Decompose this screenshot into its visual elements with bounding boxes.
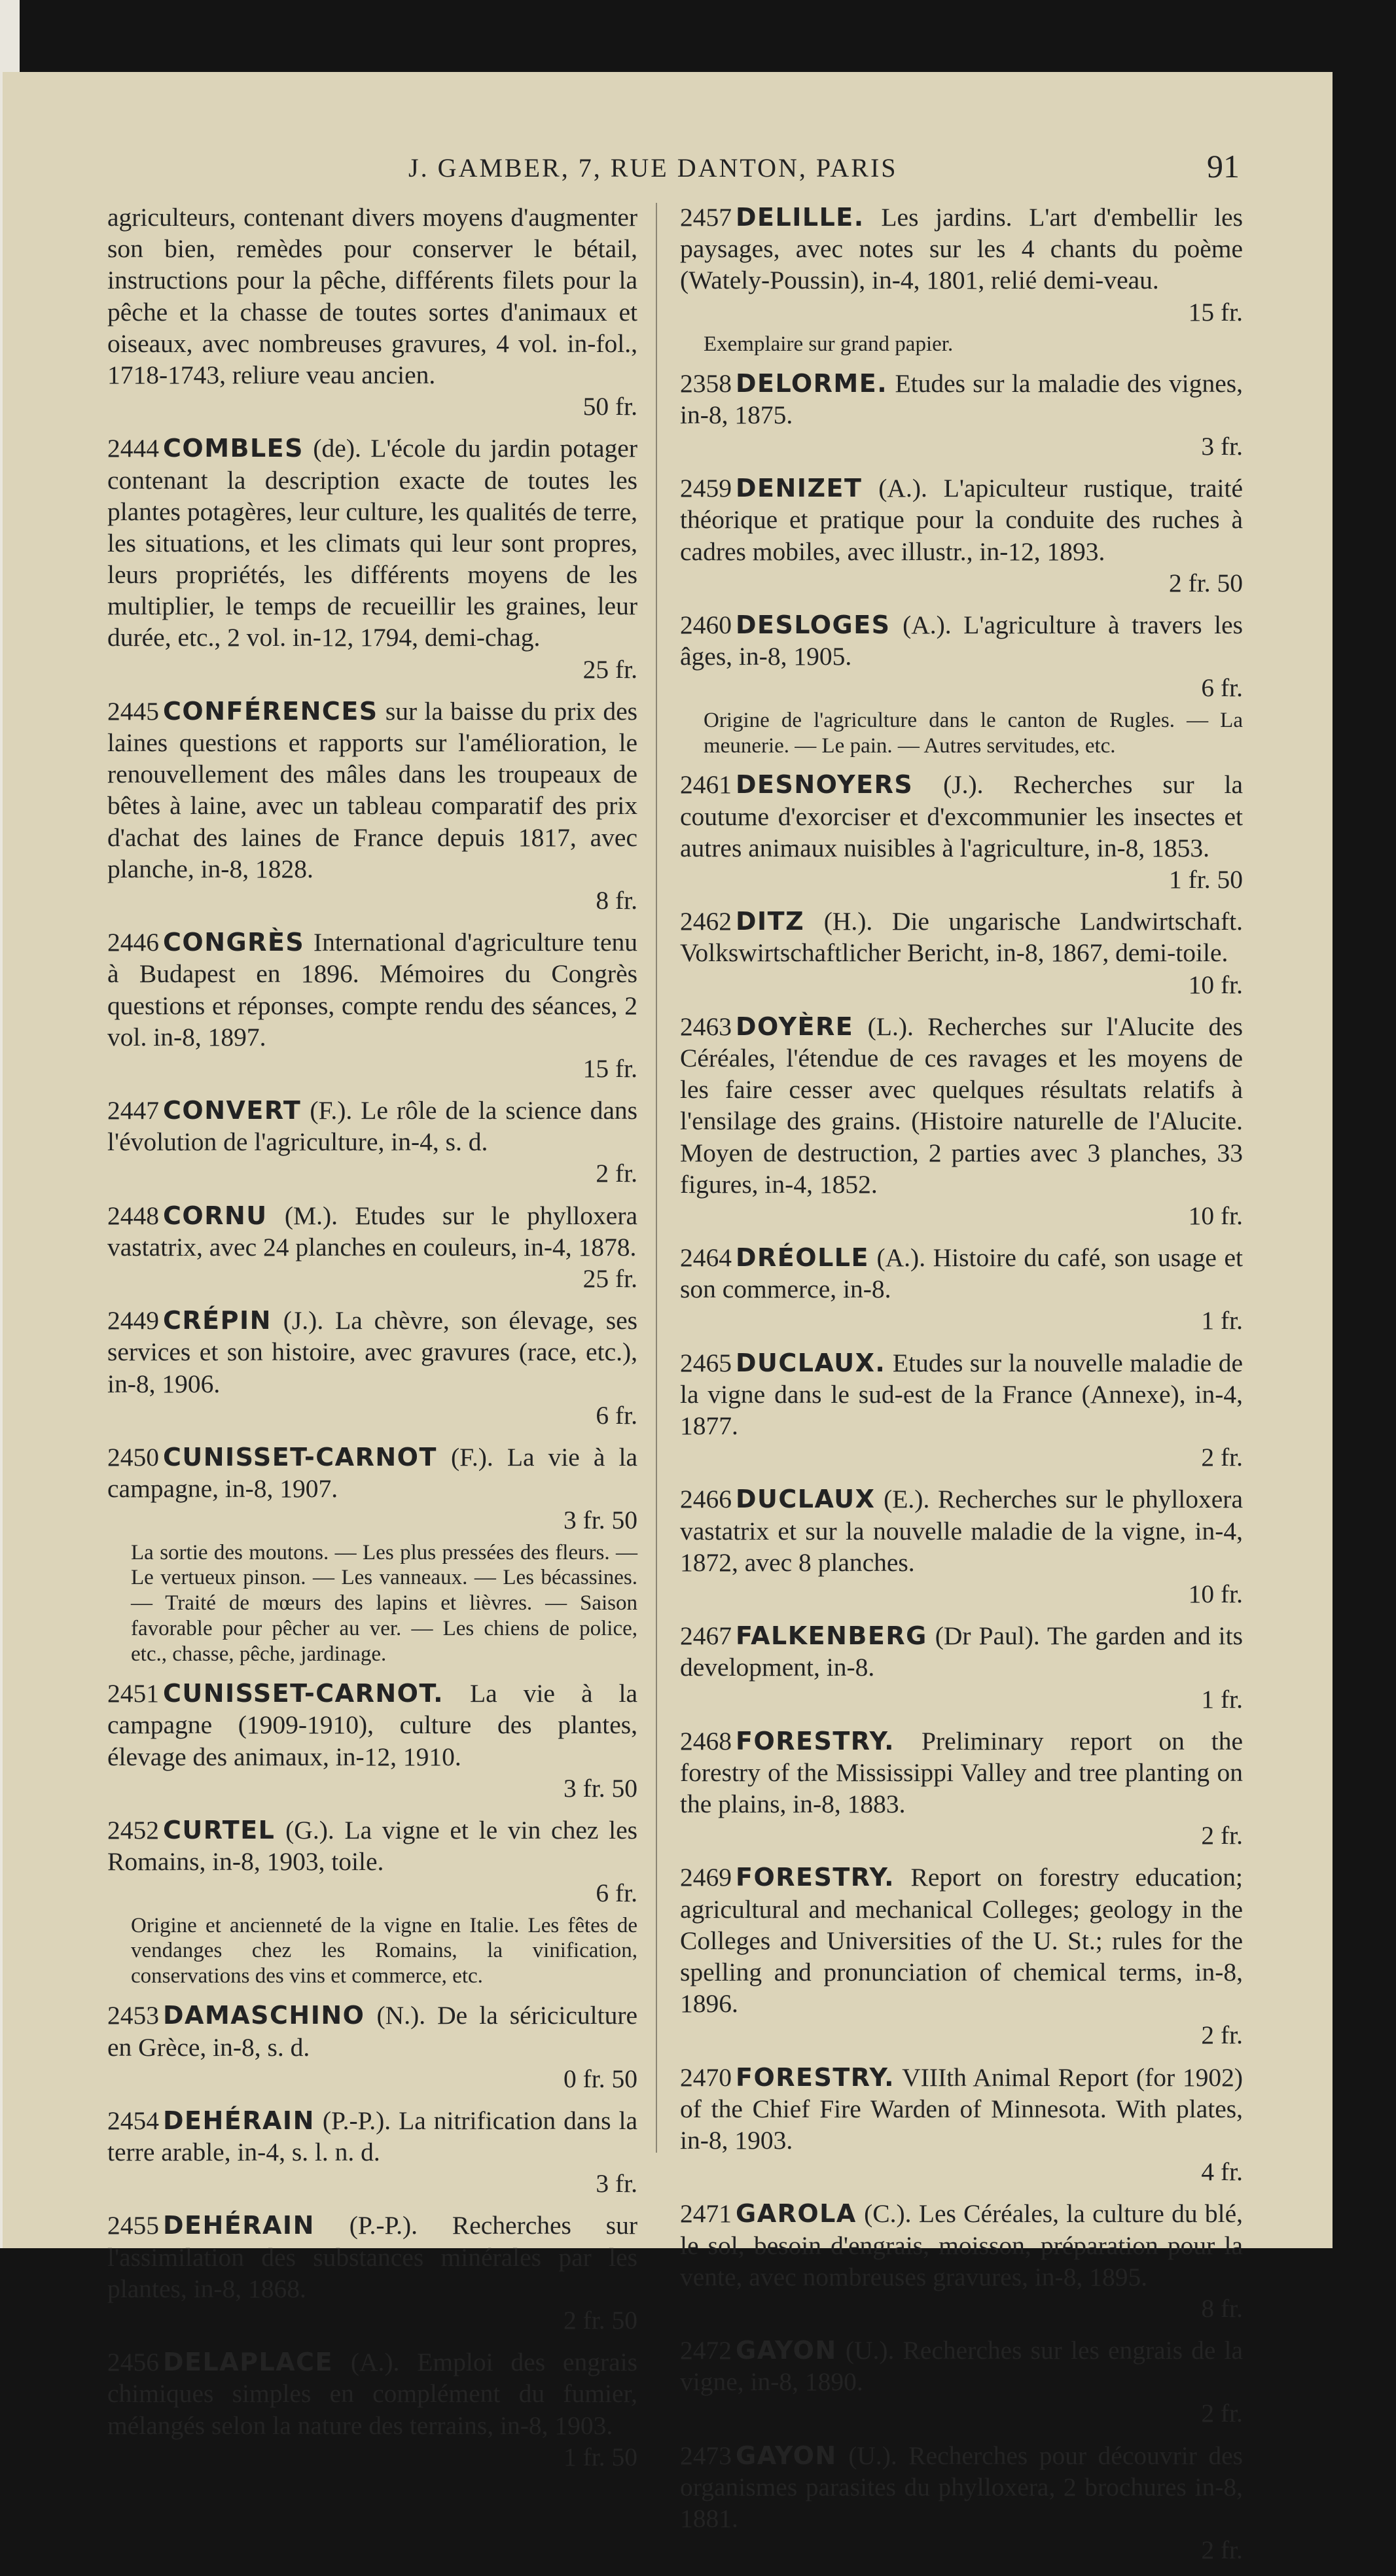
entry-number: 2461 [680, 770, 732, 800]
entry-body [107, 1814, 637, 1909]
catalog-entry [107, 202, 637, 422]
entry-note: Origine de l'agriculture dans le canton de Rugles. — La meunerie. — Le pain. — Autres servitudes, etc. [704, 708, 1243, 758]
catalog-entry [680, 609, 1243, 758]
catalog-entry [680, 472, 1243, 599]
entry-author: CUNISSET-CARNOT. [163, 1679, 444, 1708]
entry-author: CRÉPIN [163, 1306, 272, 1335]
entry-number: 2467 [680, 1621, 732, 1651]
catalog-entry [680, 2062, 1243, 2188]
entry-author: FALKENBERG [736, 1621, 927, 1651]
entry-price: 15 fr. [1188, 297, 1243, 326]
entry-body [680, 202, 1243, 328]
entry-author: CORNU [163, 1201, 268, 1230]
right-column [680, 202, 1243, 2576]
entry-author: FORESTRY. [736, 1726, 895, 1756]
entry-text: (J.). La chèvre, son élevage, ses services et son histoire, avec gravures (race, etc.), in-8, 1906. [107, 1306, 637, 1398]
catalog-entry [107, 2210, 637, 2336]
entry-text: (U.). Recherches sur les engrais de la vigne, in-8, 1890. [680, 2336, 1243, 2397]
entry-price: 0 fr. 50 [563, 2064, 637, 2093]
catalog-entry [107, 1095, 637, 1190]
entry-number: 2453 [107, 2001, 159, 2030]
entry-author: CURTEL [163, 1815, 276, 1844]
entry-body [680, 1011, 1243, 1231]
entry-text: (G.). La vigne et le vin chez les Romains, in-8, 1903, toile. [107, 1815, 638, 1877]
entry-price: 3 fr. 50 [563, 1506, 637, 1535]
page-header [3, 147, 1333, 186]
entry-number: 2451 [107, 1679, 159, 1708]
entry-price: 1 fr. 50 [563, 2442, 637, 2471]
entry-body [680, 368, 1243, 463]
catalog-entry [680, 202, 1243, 357]
entry-text: (H.). Die ungarische Landwirtschaft. Volkswirtschaftlicher Bericht, in-8, 1867, demi-toile. [680, 907, 1243, 968]
entry-body [680, 1242, 1243, 1337]
catalog-entry [107, 696, 637, 916]
running-header: J. GAMBER, 7, RUE DANTON, PARIS [408, 153, 898, 183]
entry-price: 2 fr. [1201, 2399, 1243, 2428]
entry-price: 2 fr. 50 [1168, 568, 1243, 597]
entry-text: VIIIth Animal Report (for 1902) of the Chief Fire Warden of Minnesota. With plates, in-8, 1903. [680, 2062, 1243, 2155]
entry-price: 50 fr. [582, 392, 637, 421]
catalog-entry [107, 1200, 637, 1295]
entry-price: 1 fr. 50 [1168, 865, 1243, 894]
entry-price: 10 fr. [1188, 1579, 1243, 1608]
entry-author: DEHÉRAIN [163, 2106, 315, 2135]
catalog-entry [107, 926, 637, 1084]
entry-price: 4 fr. [1201, 2157, 1243, 2187]
catalog-page [3, 72, 1333, 2565]
entry-author: DUCLAUX [736, 1485, 876, 1514]
entry-number: 2459 [680, 474, 732, 503]
entry-author: DAMASCHINO [163, 2001, 365, 2030]
entry-body [680, 2198, 1243, 2324]
entry-price: 2 fr. [596, 1159, 637, 1188]
catalog-entry [680, 368, 1243, 463]
entry-author: CUNISSET-CARNOT [163, 1442, 437, 1472]
entry-text: sur la baisse du prix des laines questions et rapports sur l'amélioration, le renouvellement des mâles dans les troupeaux de bêtes à laine, avec un tableau comparatif des prix d'achat des laines de France depuis 1817, avec planche, in-8, 1828. [107, 696, 637, 883]
entry-number: 2460 [680, 610, 732, 639]
catalog-entry [680, 2440, 1243, 2566]
entry-number: 2471 [680, 2199, 732, 2229]
entry-text: (C.). Les Céréales, la culture du blé, le sol, besoin d'engrais, moisson, préparation pour la vente, avec nombreuses gravures, in-8, 1895. [680, 2199, 1244, 2291]
entry-number: 2455 [107, 2211, 159, 2240]
entry-author: DEHÉRAIN [163, 2211, 315, 2240]
column-divider [656, 203, 657, 2153]
entry-number: 2472 [680, 2336, 732, 2365]
entry-author: CONFÉRENCES [163, 696, 378, 726]
entry-number: 2473 [680, 2441, 732, 2470]
catalog-entry [107, 1441, 637, 1667]
entry-body [107, 1441, 637, 1536]
catalog-entry [680, 1725, 1243, 1852]
entry-text: agriculteurs, contenant divers moyens d'augmenter son bien, remèdes pour conserver le bétail, instructions pour la pêche, différents filets pour la pêche et la chasse de toutes sortes d'animaux et oiseaux, avec nombreuses gravures, 4 vol. in-fol., 1718-1743, reliure veau ancien. [107, 203, 637, 389]
entry-price: 6 fr. [1201, 673, 1243, 703]
entry-text: (U.). Recherches pour découvrir des organismes parasites du phylloxera, 2 brochures in-8, 1881. [680, 2441, 1243, 2533]
entry-text: (A.). L'agriculture à travers les âges, in-8, 1905. [680, 610, 1243, 671]
catalog-entry [680, 769, 1243, 895]
entry-number: 2457 [680, 203, 732, 232]
entry-text: Etudes sur la nouvelle maladie de la vigne dans le sud-est de la France (Annexe), in-4, 1877. [680, 1348, 1244, 1440]
entry-text: International d'agriculture tenu à Budapest en 1896. Mémoires du Congrès questions et réponses, compte rendu des séances, 2 vol. in-8, 1897. [107, 928, 637, 1051]
entry-text: Report on forestry education; agricultural and mechanical Colleges; geology in the Colleges and Universities of the U. St.; rules for the spelling and pronunciation of chemical terms, in-8, 1896. [680, 1863, 1243, 2019]
entry-price: 3 fr. [1201, 432, 1243, 461]
entry-body [680, 2440, 1243, 2566]
entry-text: (Dr Paul). The garden and its development, in-8. [680, 1621, 1244, 1682]
entry-text: (L.). Recherches sur l'Alucite des Céréales, l'étendue de ces ravages et les moyens de les faire cesser avec quelques résultats relatifs à l'ensilage des grains. (Histoire naturelle de l'Alucite. Moyen de destruction, 2 parties avec 3 planches, 33 figures, in-4, 1852. [680, 1012, 1243, 1199]
entry-body [107, 2105, 637, 2200]
entry-body [680, 1725, 1243, 1852]
entry-author: CONVERT [163, 1096, 302, 1125]
entry-author: DESLOGES [736, 610, 891, 639]
entry-text: (E.). Recherches sur le phylloxera vastatrix et sur la nouvelle maladie de la vigne, in-4, 1872, avec 8 planches. [680, 1485, 1243, 1577]
entry-body [107, 1200, 637, 1295]
catalog-entry [107, 432, 637, 685]
catalog-entry [680, 1620, 1243, 1715]
entry-author: DUCLAUX. [736, 1348, 886, 1377]
entry-number: 2452 [107, 1815, 159, 1844]
entry-author: DELAPLACE [163, 2348, 333, 2377]
entry-author: DESNOYERS [736, 770, 914, 800]
entry-text: Les jardins. L'art d'embellir les paysages, avec notes sur les 4 chants du poème (Wately-Poussin), in-4, 1801, relié demi-veau. [680, 203, 1244, 295]
entry-body [680, 2062, 1243, 2188]
entry-text: (P.-P.). La nitrification dans la terre arable, in-4, s. l. n. d. [107, 2106, 637, 2167]
catalog-entry [107, 2346, 637, 2473]
page-number: 91 [1207, 148, 1240, 185]
entry-author: CONGRÈS [163, 928, 305, 957]
entry-price: 25 fr. [582, 654, 637, 684]
entry-note: Origine et ancienneté de la vigne en Italie. Les fêtes de vendanges chez les Romains, la vinification, conservations des vins et commerce, etc. [131, 1913, 637, 1988]
entry-author: DELILLE. [736, 203, 865, 232]
entry-body [680, 769, 1243, 895]
entry-price: 10 fr. [1188, 970, 1243, 999]
entry-text: (de). L'école du jardin potager contenant la description exacte de toutes les plantes potagères, leur culture, les qualités de terre, les situations, et les climats qui leur sont propres, leurs propriétés, les différents moyens de les multiplier, le temps de recueillir les graines, leur durée, etc., 2 vol. in-12, 1794, demi-chag. [107, 434, 637, 652]
entry-number: 2448 [107, 1201, 159, 1230]
entry-price: 2 fr. [1201, 1443, 1243, 1472]
entry-text: Etudes sur la maladie des vignes, in-8, 1875. [680, 368, 1244, 429]
entry-price: 1 fr. [1201, 1684, 1243, 1714]
catalog-entry [680, 1483, 1243, 1610]
entry-text: (A.). Emploi des engrais chimiques simples en complément du fumier, mélangés selon la nature des terrains, in-8, 1903. [107, 2348, 637, 2440]
entry-body [107, 1095, 637, 1190]
entry-body [107, 202, 637, 422]
entry-price: 2 fr. 50 [563, 2306, 637, 2335]
entry-text: Preliminary report on the forestry of the Mississippi Valley and tree planting on the plains, in-8, 1883. [680, 1726, 1243, 1819]
catalog-entry [680, 1011, 1243, 1231]
entry-number: 2464 [680, 1243, 732, 1273]
catalog-entry [680, 2335, 1243, 2429]
entry-body [680, 1347, 1243, 1473]
entry-price: 3 fr. 50 [563, 1773, 637, 1803]
entry-body [680, 609, 1243, 704]
catalog-entry [107, 1814, 637, 1989]
entry-body [107, 2210, 637, 2336]
entry-text: (F.). Le rôle de la science dans l'évolution de l'agriculture, in-4, s. d. [107, 1096, 637, 1157]
entry-price: 15 fr. [582, 1053, 637, 1083]
entry-text: La vie à la campagne (1909-1910), culture des plantes, élevage des animaux, in-12, 1910. [107, 1679, 637, 1771]
catalog-entry [680, 2198, 1243, 2324]
catalog-entry [107, 2000, 637, 2094]
entry-text: (N.). De la sériciculture en Grèce, in-8, s. d. [107, 2001, 638, 2062]
entry-price: 8 fr. [596, 885, 637, 915]
entry-author: GAYON [736, 2441, 837, 2470]
entry-price: 6 fr. [596, 1400, 637, 1430]
catalog-entry [107, 2105, 637, 2200]
entry-price: 1 fr. [1201, 1306, 1243, 1335]
entry-number: 2468 [680, 1726, 732, 1756]
entry-price: 6 fr. [596, 1879, 637, 1908]
entry-author: FORESTRY. [736, 2062, 895, 2092]
entry-body [680, 1861, 1243, 2051]
entry-author: DOYÈRE [736, 1012, 854, 1041]
entry-number: 2466 [680, 1485, 732, 1514]
entry-body [107, 432, 637, 685]
entry-number: 2446 [107, 928, 159, 957]
entry-text: (J.). Recherches sur la coutume d'exorciser et d'excommunier les insectes et autres animaux nuisibles à l'agriculture, in-8, 1853. [680, 770, 1244, 862]
entry-number: 2358 [680, 368, 732, 398]
entry-body [107, 2000, 637, 2094]
entry-number: 2456 [107, 2348, 159, 2377]
entry-author: DENIZET [736, 474, 863, 503]
entry-body [680, 472, 1243, 599]
entry-number: 2447 [107, 1096, 159, 1125]
entry-price: 25 fr. [582, 1264, 637, 1293]
entry-text: (F.). La vie à la campagne, in-8, 1907. [107, 1442, 637, 1504]
entry-number: 2449 [107, 1306, 159, 1335]
entry-number: 2445 [107, 696, 159, 726]
entry-body [107, 1678, 637, 1804]
entry-text: (P.-P.). Recherches sur l'assimilation des substances minérales par les plantes, in-8, 1868. [107, 2211, 638, 2303]
entry-body [680, 1483, 1243, 1610]
entry-price: 3 fr. [596, 2169, 637, 2198]
left-column [107, 202, 637, 2483]
entry-author: DELORME. [736, 368, 888, 398]
entry-note: La sortie des moutons. — Les plus pressées des fleurs. — Le vertueux pinson. — Les vanneaux. — Les bécassines. — Traité de mœurs des lapins et lièvres. — Saison favorable pour pêcher au ver. — Les chiens de police, etc., chasse, pêche, jardinage. [131, 1540, 637, 1667]
entry-number: 2454 [107, 2106, 159, 2135]
entry-price: 8 fr. [1201, 2293, 1243, 2323]
entry-number: 2469 [680, 1863, 732, 1892]
entry-author: GAROLA [736, 2199, 857, 2229]
catalog-entry [107, 1305, 637, 1431]
entry-price: 2 fr. [1201, 2020, 1243, 2050]
entry-body [107, 2346, 637, 2473]
catalog-entry [680, 1347, 1243, 1473]
entry-text: (A.). L'apiculteur rustique, traité théorique et pratique pour la conduite des ruches à cadres mobiles, avec illustr., in-12, 1893. [680, 474, 1243, 566]
entry-body [107, 696, 637, 916]
catalog-entry [680, 906, 1243, 1000]
entry-text: (A.). Histoire du café, son usage et son commerce, in-8. [680, 1243, 1244, 1304]
entry-author: DITZ [736, 907, 805, 936]
entry-body [107, 1305, 637, 1431]
entry-author: FORESTRY. [736, 1863, 895, 1892]
entry-text: (M.). Etudes sur le phylloxera vastatrix, avec 24 planches en couleurs, in-4, 1878. [107, 1201, 637, 1262]
entry-body [107, 926, 637, 1084]
entry-number: 2463 [680, 1012, 732, 1041]
entry-number: 2444 [107, 434, 159, 463]
entry-body [680, 906, 1243, 1000]
entry-price: 2 fr. [1201, 2535, 1243, 2565]
entry-author: COMBLES [163, 434, 304, 463]
entry-price: 10 fr. [1188, 1201, 1243, 1230]
entry-price: 2 fr. [1201, 1821, 1243, 1850]
entry-number: 2470 [680, 2062, 732, 2092]
entry-number: 2462 [680, 907, 732, 936]
catalog-entry [107, 1678, 637, 1804]
entry-number: 2465 [680, 1348, 732, 1377]
entry-author: DRÉOLLE [736, 1243, 869, 1273]
entry-author: GAYON [736, 2336, 837, 2365]
catalog-entry [680, 1242, 1243, 1337]
entry-body [680, 1620, 1243, 1715]
catalog-entry [680, 1861, 1243, 2051]
entry-number: 2450 [107, 1442, 159, 1472]
entry-body [680, 2335, 1243, 2429]
entry-note: Exemplaire sur grand papier. [704, 332, 954, 356]
